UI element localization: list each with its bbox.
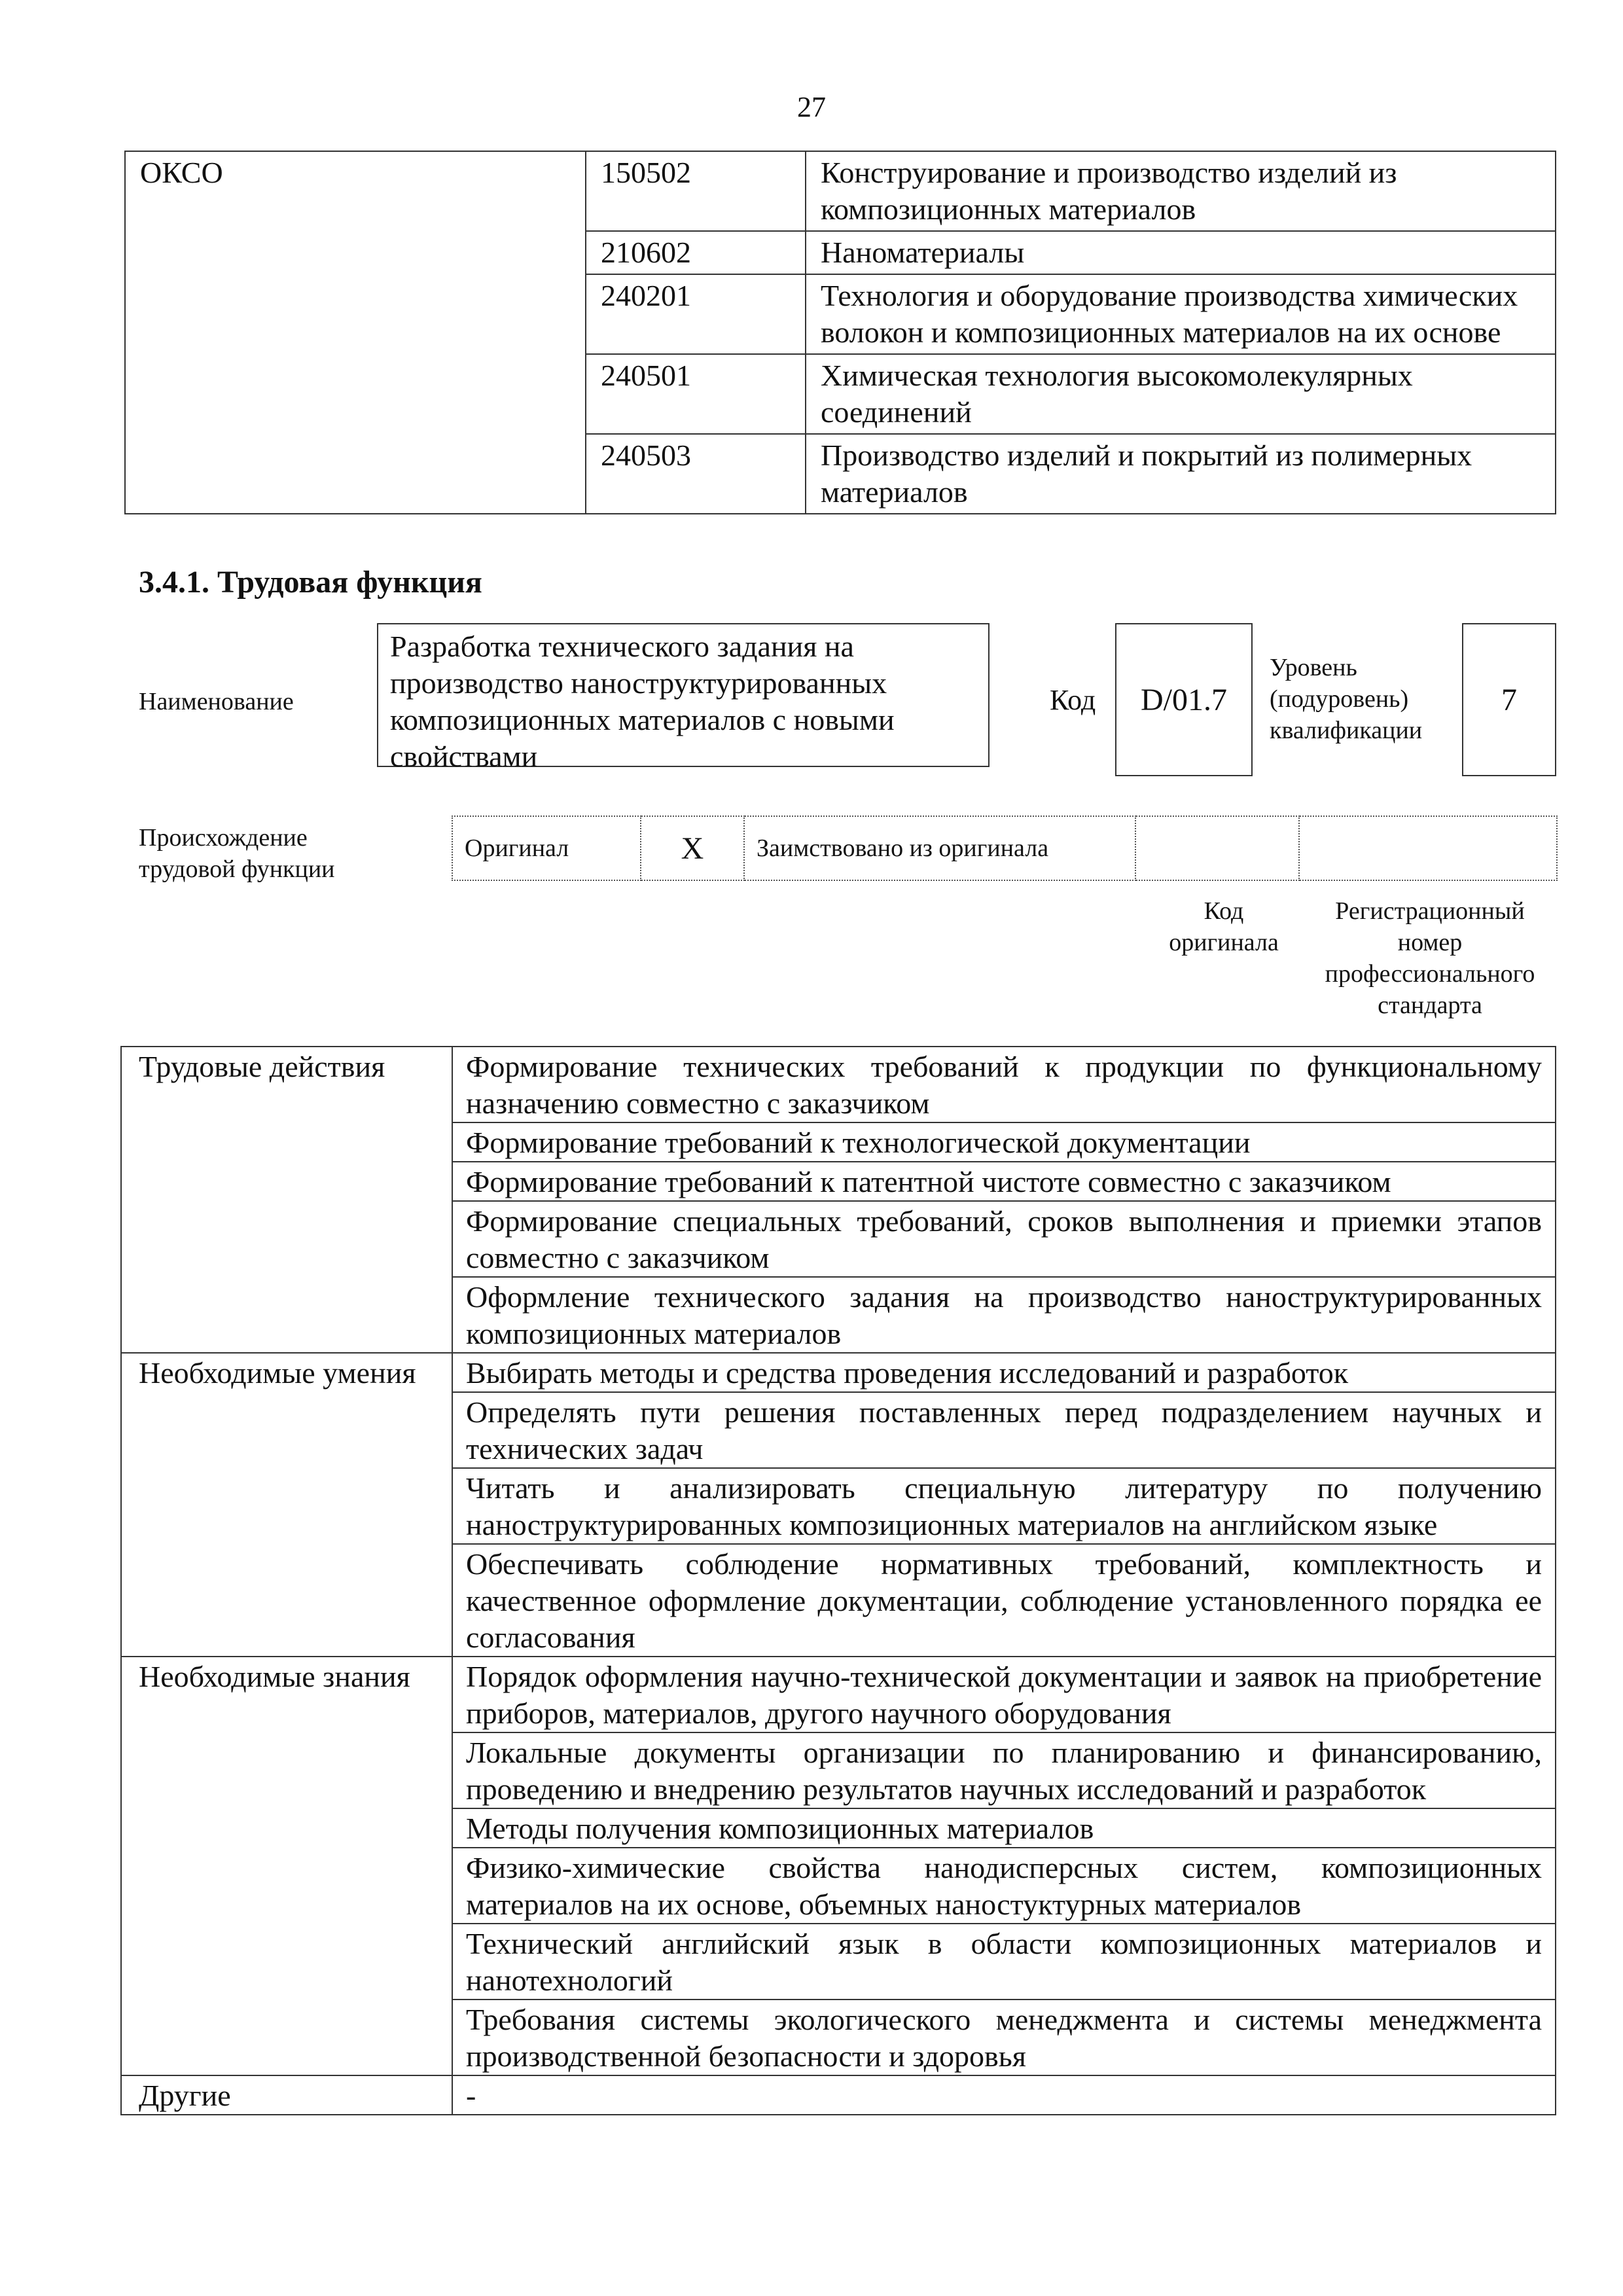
origin-borrowed-label: Заимствовано из оригинала	[744, 816, 1135, 880]
caption-line: профессионального	[1325, 960, 1535, 988]
labor-actions-label: Трудовые действия	[121, 1047, 452, 1353]
caption-line: Регистрационный	[1335, 897, 1525, 925]
caption-line: оригинала	[1169, 929, 1279, 956]
labor-action-item: Формирование технических требований к продукции по функциональному назначению совместно с заказчиком	[452, 1047, 1556, 1122]
okso-code: 150502	[586, 151, 806, 231]
origin-code-caption	[1145, 895, 1302, 958]
origin-label-line: трудовой функции	[139, 855, 335, 883]
knowledge-item: Методы получения композиционных материалов	[452, 1808, 1556, 1848]
knowledge-item: Локальные документы организации по планированию и финансированию, проведению и внедрению результатов научных исследований и разработок	[452, 1732, 1556, 1808]
other-value: -	[452, 2075, 1556, 2115]
labor-action-item: Формирование требований к технологической документации	[452, 1122, 1556, 1162]
caption-line: Код	[1204, 897, 1244, 925]
origin-original-label: Оригинал	[452, 816, 641, 880]
origin-row	[452, 816, 1557, 880]
origin-label-line: Происхождение	[139, 824, 308, 852]
table-row	[121, 2075, 1556, 2115]
knowledge-label: Необходимые знания	[121, 1657, 452, 2075]
knowledge-item: Порядок оформления научно-технической документации и заявок на приобретение приборов, материалов, другого научного оборудования	[452, 1657, 1556, 1732]
okso-label: ОКСО	[125, 151, 586, 514]
skill-item: Выбирать методы и средства проведения исследований и разработок	[452, 1353, 1556, 1392]
skill-item: Читать и анализировать специальную литературу по получению наноструктурированных композиционных материалов на английском языке	[452, 1468, 1556, 1544]
origin-original-mark: X	[641, 816, 744, 880]
okso-name: Конструирование и производство изделий из композиционных материалов	[806, 151, 1556, 231]
caption-line: стандарта	[1378, 992, 1482, 1019]
caption-line: номер	[1397, 929, 1463, 956]
skill-item: Обеспечивать соблюдение нормативных требований, комплектность и качественное оформление документации, соблюдение установленного порядка ее согласования	[452, 1544, 1556, 1657]
okso-code: 240503	[586, 434, 806, 514]
function-name-label: Наименование	[139, 688, 294, 715]
reg-number-caption	[1302, 895, 1558, 1021]
page-number: 27	[797, 91, 826, 123]
table-row	[121, 1353, 1556, 1392]
function-code	[1115, 623, 1253, 776]
qualification-level-value: 7	[1501, 682, 1517, 717]
table-row	[121, 1657, 1556, 1732]
qualification-level-label-line: Уровень	[1270, 654, 1357, 681]
function-name: Разработка технического задания на производство наноструктурированных композиционных материалов с новыми свойствами	[377, 623, 990, 767]
skills-label: Необходимые умения	[121, 1353, 452, 1657]
okso-name: Химическая технология высокомолекулярных соединений	[806, 354, 1556, 434]
origin-label	[139, 822, 335, 885]
table-row	[121, 1047, 1556, 1122]
knowledge-item: Технический английский язык в области композиционных материалов и нанотехнологий	[452, 1924, 1556, 2000]
knowledge-item: Физико-химические свойства нанодисперсных систем, композиционных материалов на их основе, объемных наностуктурных материалов	[452, 1848, 1556, 1924]
okso-name: Производство изделий и покрытий из полимерных материалов	[806, 434, 1556, 514]
okso-code: 210602	[586, 231, 806, 274]
function-code-value: D/01.7	[1141, 682, 1227, 717]
function-code-label: Код	[1050, 684, 1096, 716]
labor-action-item: Оформление технического задания на производство наноструктурированных композиционных материалов	[452, 1277, 1556, 1353]
okso-code: 240501	[586, 354, 806, 434]
other-label: Другие	[121, 2075, 452, 2115]
okso-code: 240201	[586, 274, 806, 354]
section-title: 3.4.1. Трудовая функция	[139, 565, 482, 600]
labor-function-table	[120, 1046, 1556, 2115]
okso-name: Технология и оборудование производства химических волокон и композиционных материалов на их основе	[806, 274, 1556, 354]
origin-table	[452, 816, 1558, 881]
qualification-level-label-line: квалификации	[1270, 717, 1423, 744]
qualification-level-label	[1270, 652, 1422, 746]
origin-reg-number-cell	[1299, 816, 1557, 880]
labor-action-item: Формирование требований к патентной чистоте совместно с заказчиком	[452, 1162, 1556, 1201]
origin-code-cell	[1135, 816, 1299, 880]
knowledge-item: Требования системы экологического менеджмента и системы менеджмента производственной безопасности и здоровья	[452, 2000, 1556, 2075]
labor-action-item: Формирование специальных требований, сроков выполнения и приемки этапов совместно с заказчиком	[452, 1201, 1556, 1277]
okso-row	[125, 151, 1556, 231]
qualification-level-label-line: (подуровень)	[1270, 685, 1409, 713]
okso-table	[124, 151, 1556, 514]
qualification-level	[1462, 623, 1556, 776]
skill-item: Определять пути решения поставленных перед подразделением научных и технических задач	[452, 1392, 1556, 1468]
okso-name: Наноматериалы	[806, 231, 1556, 274]
